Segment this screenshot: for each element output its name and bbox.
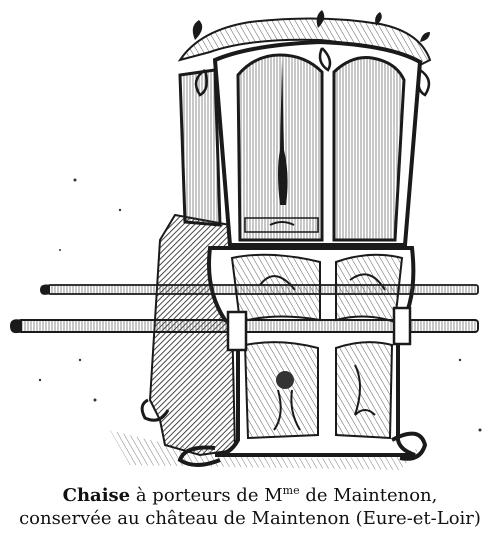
caption-superscript: me [282,484,300,497]
caption-text-a: à porteurs de M [130,485,283,506]
front-window-left [238,55,322,240]
front-window-right [334,58,404,240]
caption-line-1 [0,484,500,507]
caption-bold-word: Chaise [62,485,131,506]
carrying-pole-back [48,285,478,294]
carrying-poles [10,285,478,350]
caption-line-2: conservée au château de Maintenon (Eure-et-Loir) [19,508,481,530]
caption [0,484,500,531]
caption-text-b: de Maintenon, [299,485,438,506]
